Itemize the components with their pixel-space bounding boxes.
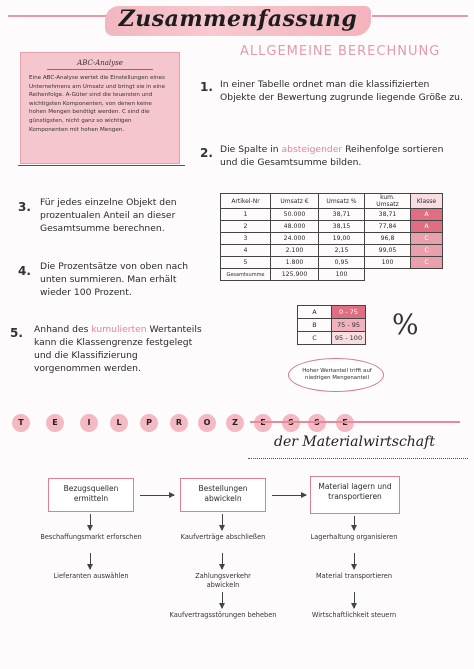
total-label: Gesamtsumme (221, 269, 271, 281)
step-4-text: Die Prozentsätze von oben nach unten summieren. Man erhält wieder 100 Prozent. (40, 261, 189, 298)
class-label: C (298, 332, 332, 345)
table-cell: 38,71 (365, 209, 411, 221)
table-row (221, 221, 443, 233)
column-header: Umsatz % (319, 194, 365, 209)
class-cell: C (411, 245, 443, 257)
total-value: 125.900 (271, 269, 319, 281)
letter-circle: E (46, 414, 64, 432)
table-cell: 24.000 (271, 233, 319, 245)
abc-analysis-box (20, 52, 180, 164)
class-label: A (298, 306, 332, 319)
page-title: Zusammenfassung (118, 6, 358, 32)
arrow-icon (222, 553, 223, 569)
abc-heading: ABC-Analyse (47, 59, 153, 70)
step-1-number: 1. (200, 76, 213, 95)
table-cell: 4 (221, 245, 271, 257)
class-range-table (297, 305, 366, 345)
arrow-icon (90, 514, 91, 530)
table-cell: 77,84 (365, 221, 411, 233)
process-3-step: Material transportieren (315, 572, 393, 580)
abc-description: Eine ABC-Analyse wertet die Einstellungen eines Unternehmens am Umsatz und bringt sie in eine Reihenfolge. A-Güter sind die teuersten und wichtigsten Komponenten, von denen keine hohen Mengen benötigt werden. C sind die günstigsten, nicht ganz so wichtigen Komponenten mit hohen Mengen. (29, 75, 166, 133)
arrow-icon (354, 516, 355, 530)
table-cell: 96,8 (365, 233, 411, 245)
percent-symbol: % (392, 308, 419, 341)
table-row (298, 332, 366, 345)
table-cell: 2 (221, 221, 271, 233)
letter-circle: P (140, 414, 158, 432)
letter-circle (254, 414, 272, 432)
decorative-line (250, 421, 460, 423)
table-cell: 99,05 (365, 245, 411, 257)
table-cell: 48.000 (271, 221, 319, 233)
table-cell: 1.800 (271, 257, 319, 269)
step-5-number: 5. (10, 322, 23, 341)
step-1-text: In einer Tabelle ordnet man die klassifizierten Objekte der Bewertung zugrunde liegende Größe zu. (220, 79, 463, 103)
table-cell: 100 (365, 257, 411, 269)
process-box-1: Bezugsquellen ermitteln (48, 478, 134, 512)
class-range: 75 - 95 (332, 319, 366, 332)
arrow-icon (140, 495, 174, 496)
section-heading: ALLGEMEINE BERECHNUNG (240, 44, 441, 59)
arrow-icon (90, 553, 91, 569)
table-header-row (221, 194, 443, 209)
table-cell: 2.100 (271, 245, 319, 257)
title-decoration-left (8, 15, 108, 17)
subtitle: der Materialwirtschaft (274, 434, 435, 450)
process-box-2: Bestellungen abwickeln (180, 478, 266, 512)
table-cell: 1 (221, 209, 271, 221)
table-total-row (221, 269, 443, 281)
title-decoration-right (372, 15, 468, 17)
letter-circle (282, 414, 300, 432)
column-header: kum. Umsatz (365, 194, 411, 209)
letter-circle: L (110, 414, 128, 432)
class-cell: A (411, 221, 443, 233)
process-1-step: Beschaffungsmarkt erforschen (40, 533, 142, 541)
column-header: Klasse (411, 194, 443, 209)
divider (18, 165, 185, 166)
table-cell: 0,95 (319, 257, 365, 269)
step-5-text: Anhand des kumulierten Wertanteils kann die Klassengrenze festgelegt und die Klassifizierung vorgenommen werden. (34, 324, 202, 374)
table-cell: 19,00 (319, 233, 365, 245)
arrow-icon (354, 592, 355, 608)
letter-circle (336, 414, 354, 432)
table-row (221, 209, 443, 221)
letter-circle: I (80, 414, 98, 432)
step-4-number: 4. (18, 260, 31, 279)
process-3-step: Wirtschaftlichkeit steuern (311, 611, 397, 619)
step-2-number: 2. (200, 142, 213, 161)
process-2-step: Zahlungsverkehr abwickeln (195, 572, 251, 589)
dotted-underline (248, 458, 468, 459)
table-row (221, 257, 443, 269)
arrow-icon (222, 592, 223, 608)
class-cell: C (411, 257, 443, 269)
process-2-step: Kaufverträge abschließen (180, 533, 266, 541)
table-row (221, 245, 443, 257)
table-cell: 3 (221, 233, 271, 245)
letter-circle: O (198, 414, 216, 432)
process-2-step: Kaufvertragsstörungen beheben (169, 611, 277, 619)
step-3-text: Für jedes einzelne Objekt den prozentualen Anteil an dieser Gesamtsumme berechnen. (40, 197, 177, 234)
arrow-icon (222, 514, 223, 530)
process-1-step: Lieferanten auswählen (53, 572, 129, 580)
total-percent: 100 (319, 269, 365, 281)
arrow-icon (272, 495, 306, 496)
step-2-text: Die Spalte in absteigender Reihenfolge sortieren und die Gesamtsumme bilden. (220, 144, 444, 168)
table-cell: 2,15 (319, 245, 365, 257)
process-box-3: Material lagern und transportieren (310, 476, 400, 514)
table-row (221, 233, 443, 245)
column-header: Umsatz € (271, 194, 319, 209)
letter-circle: Z (226, 414, 244, 432)
class-label: B (298, 319, 332, 332)
process-3-step: Lagerhaltung organisieren (310, 533, 398, 541)
note-bubble (288, 358, 384, 392)
column-header: Artikel-Nr (221, 194, 271, 209)
table-row (298, 306, 366, 319)
letter-circle: T (12, 414, 30, 432)
table-cell: 5 (221, 257, 271, 269)
abc-table (220, 193, 443, 281)
class-range: 95 - 100 (332, 332, 366, 345)
table-cell: 50.000 (271, 209, 319, 221)
arrow-icon (354, 553, 355, 569)
letter-circle: R (170, 414, 188, 432)
table-row (298, 319, 366, 332)
note-text: Hoher Wertanteil trifft auf niedrigen Mengenanteil (302, 368, 372, 381)
step-3-number: 3. (18, 196, 31, 215)
class-cell: A (411, 209, 443, 221)
table-cell: 38,15 (319, 221, 365, 233)
class-range: 0 - 75 (332, 306, 366, 319)
letter-circle (308, 414, 326, 432)
table-cell: 38,71 (319, 209, 365, 221)
class-cell: C (411, 233, 443, 245)
